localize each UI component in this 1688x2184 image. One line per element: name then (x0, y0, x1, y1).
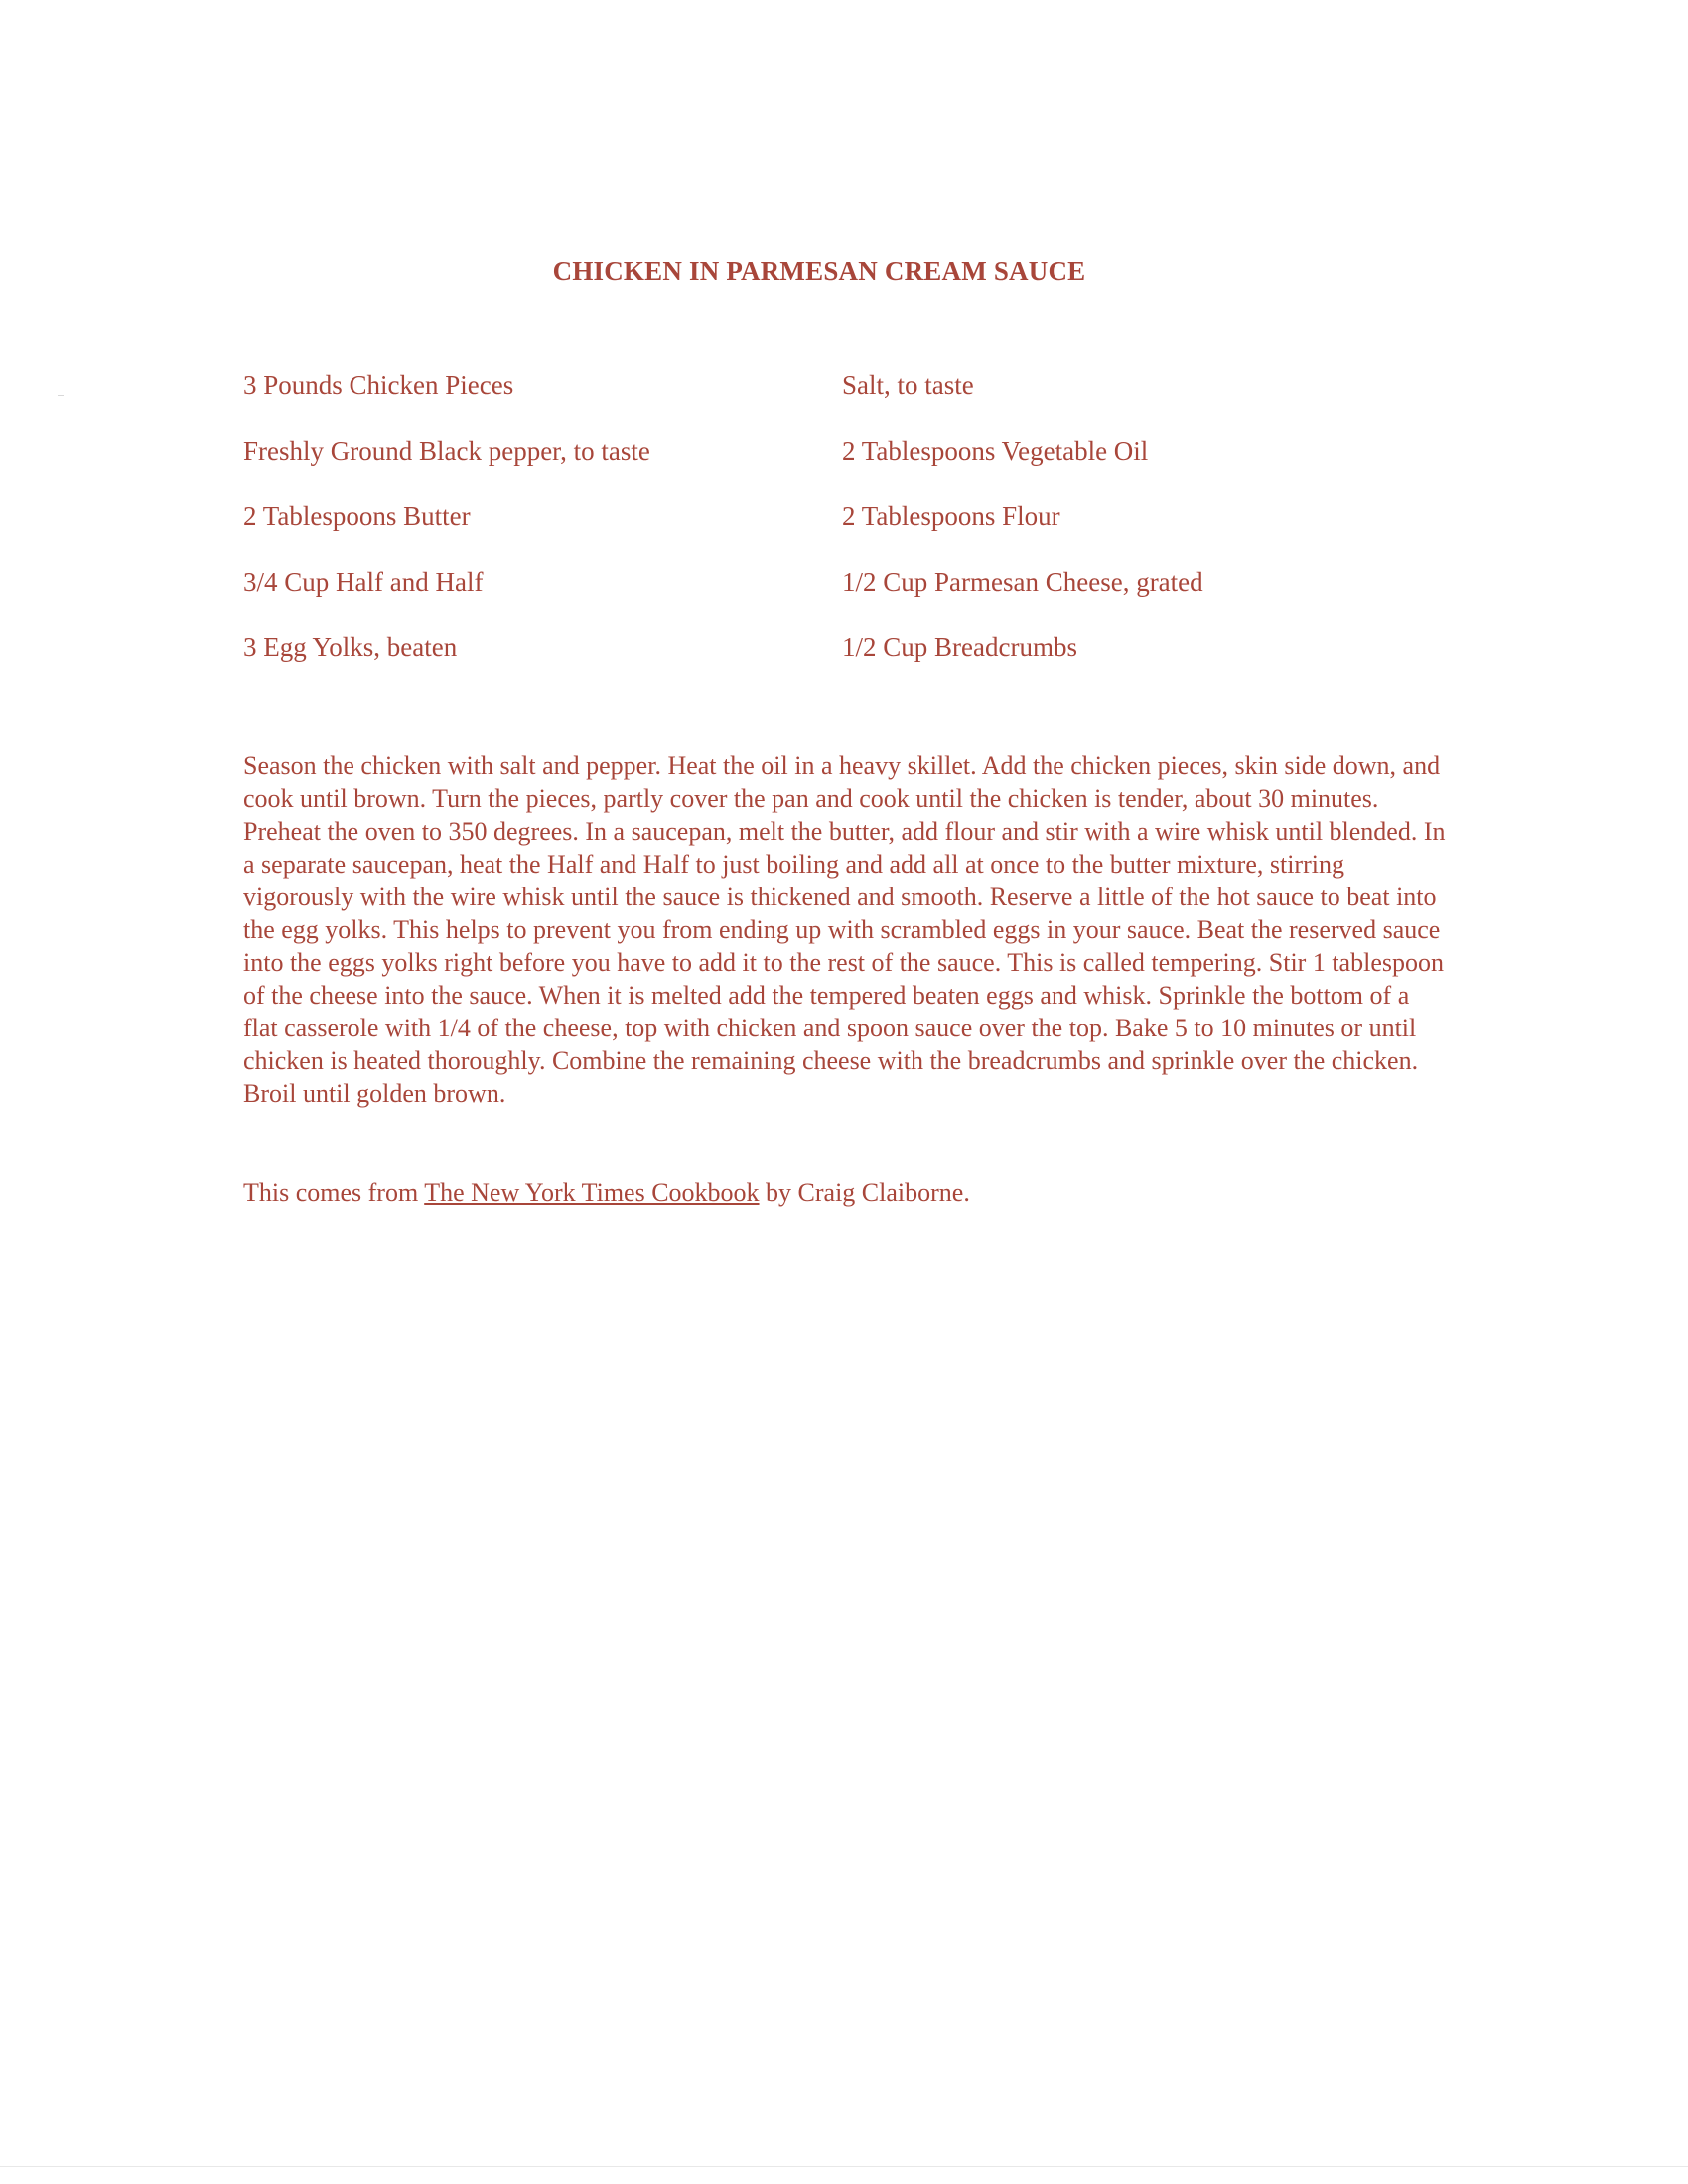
recipe-instructions: Season the chicken with salt and pepper. Heat the oil in a heavy skillet. Add the chicken pieces, skin side down, and cook until brown. Turn the pieces, partly cover the pan and cook until the chicken is tender, about 30 minutes. Preheat the oven to 350 degrees. In a saucepan, melt the butter, add flour and stir with a wire whisk until blended. In a separate saucepan, heat the Half and Half to just boiling and add all at once to the butter mixture, stirring vigorously with the wire whisk until the sauce is thickened and smooth. Reserve a little of the hot sauce to beat into the egg yolks. This helps to prevent you from ending up with scrambled eggs in your sauce. Beat the reserved sauce into the eggs yolks right before you have to add it to the rest of the sauce. This is called tempering. Stir 1 tablespoon of the cheese into the sauce. When it is melted add the tempered beaten eggs and whisk. Sprinkle the bottom of a flat casserole with 1/4 of the cheese, top with chicken and spoon sauce over the top. Bake 5 to 10 minutes or until chicken is heated thoroughly. Combine the remaining cheese with the breadcrumbs and sprinkle over the chicken. Broil until golden brown. (243, 751, 1446, 1108)
recipe-title: CHICKEN IN PARMESAN CREAM SAUCE (552, 256, 1086, 286)
scan-mark (58, 395, 64, 396)
ingredient-item: 2 Tablespoons Vegetable Oil (842, 436, 1149, 466)
ingredient-item: 2 Tablespoons Butter (243, 501, 471, 531)
ingredient-item: 3 Egg Yolks, beaten (243, 632, 458, 662)
source-suffix: by Craig Claiborne. (759, 1178, 970, 1207)
ingredient-item: 2 Tablespoons Flour (842, 501, 1060, 531)
ingredient-item: 1/2 Cup Breadcrumbs (842, 632, 1077, 662)
ingredient-item: Freshly Ground Black pepper, to taste (243, 436, 650, 466)
ingredient-list (243, 352, 1435, 680)
source-book-title: The New York Times Cookbook (424, 1178, 760, 1207)
ingredient-item: 1/2 Cup Parmesan Cheese, grated (842, 567, 1203, 597)
scan-edge-line (0, 2166, 1688, 2167)
ingredient-item: Salt, to taste (842, 370, 974, 400)
ingredient-item: 3/4 Cup Half and Half (243, 567, 484, 597)
ingredient-item: 3 Pounds Chicken Pieces (243, 370, 514, 400)
recipe-source (243, 1176, 1450, 1209)
source-prefix: This comes from (243, 1178, 425, 1207)
